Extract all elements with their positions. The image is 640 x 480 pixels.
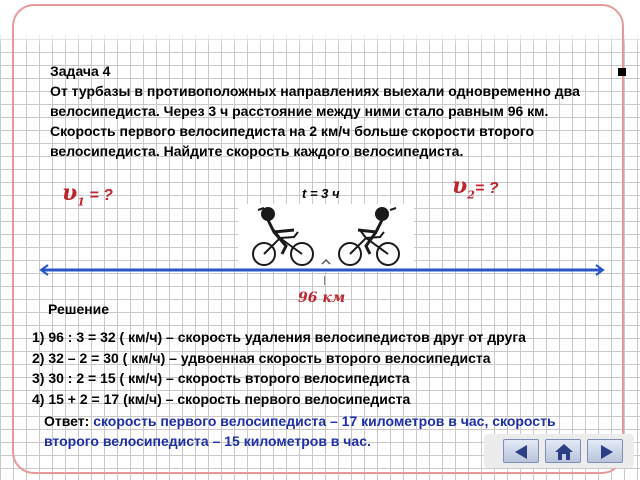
answer-block: Ответ: скорость первого велосипедиста – 17 километров в час, скорость второго велосипедиста – 15 километров в час. bbox=[44, 413, 556, 449]
home-button[interactable] bbox=[545, 439, 581, 463]
solution-heading: Решение bbox=[48, 301, 110, 317]
arrow-right-icon bbox=[588, 440, 624, 464]
home-icon bbox=[546, 440, 582, 464]
distance-label: 96 км bbox=[298, 290, 346, 306]
distance-line bbox=[38, 264, 606, 276]
solution-steps bbox=[32, 327, 526, 409]
solution-step: 4) 15 + 2 = 17 (км/ч) – скорость первого велосипедиста bbox=[32, 390, 411, 407]
prev-slide-button[interactable] bbox=[503, 439, 539, 463]
cyclists-illustration bbox=[238, 204, 414, 272]
solution-step: 1) 96 : 3 = 32 ( км/ч) – скорость удаления велосипедистов друг от друга bbox=[32, 329, 526, 345]
speed-2-label: $\upsilon_2=$ ? bbox=[452, 173, 499, 202]
arrow-left-icon bbox=[504, 440, 540, 464]
task-text: От турбазы в противоположных направлениях выехали одновременно два велосипедиста. Через 3 ч расстояние между ними стало равным 96 км. Скорость первого велосипедиста на 2 км/ч больше скорости второго велосипедиста. Найдите скорость каждого велосипедиста. bbox=[50, 83, 580, 159]
time-label: t = 3 ч bbox=[302, 186, 340, 201]
cyclist-right-icon bbox=[339, 208, 399, 265]
next-slide-button[interactable] bbox=[587, 439, 623, 463]
bullet-marker bbox=[618, 68, 626, 76]
answer-text: скорость первого велосипедиста – 17 километров в час, скорость второго велосипедиста – 15 километров в час. bbox=[44, 413, 556, 449]
answer-label: Ответ bbox=[44, 413, 85, 429]
cyclist-left-icon bbox=[253, 208, 313, 265]
task-title: Задача 4 bbox=[50, 63, 111, 79]
start-tick bbox=[324, 276, 325, 285]
solution-step: 2) 32 – 2 = 30 ( км/ч) – удвоенная скорость второго велосипедиста bbox=[32, 349, 491, 366]
solution-step: 3) 30 : 2 = 15 ( км/ч) – скорость второго велосипедиста bbox=[32, 370, 410, 386]
speed-1-label: $\upsilon_1$ = ? bbox=[62, 180, 113, 209]
